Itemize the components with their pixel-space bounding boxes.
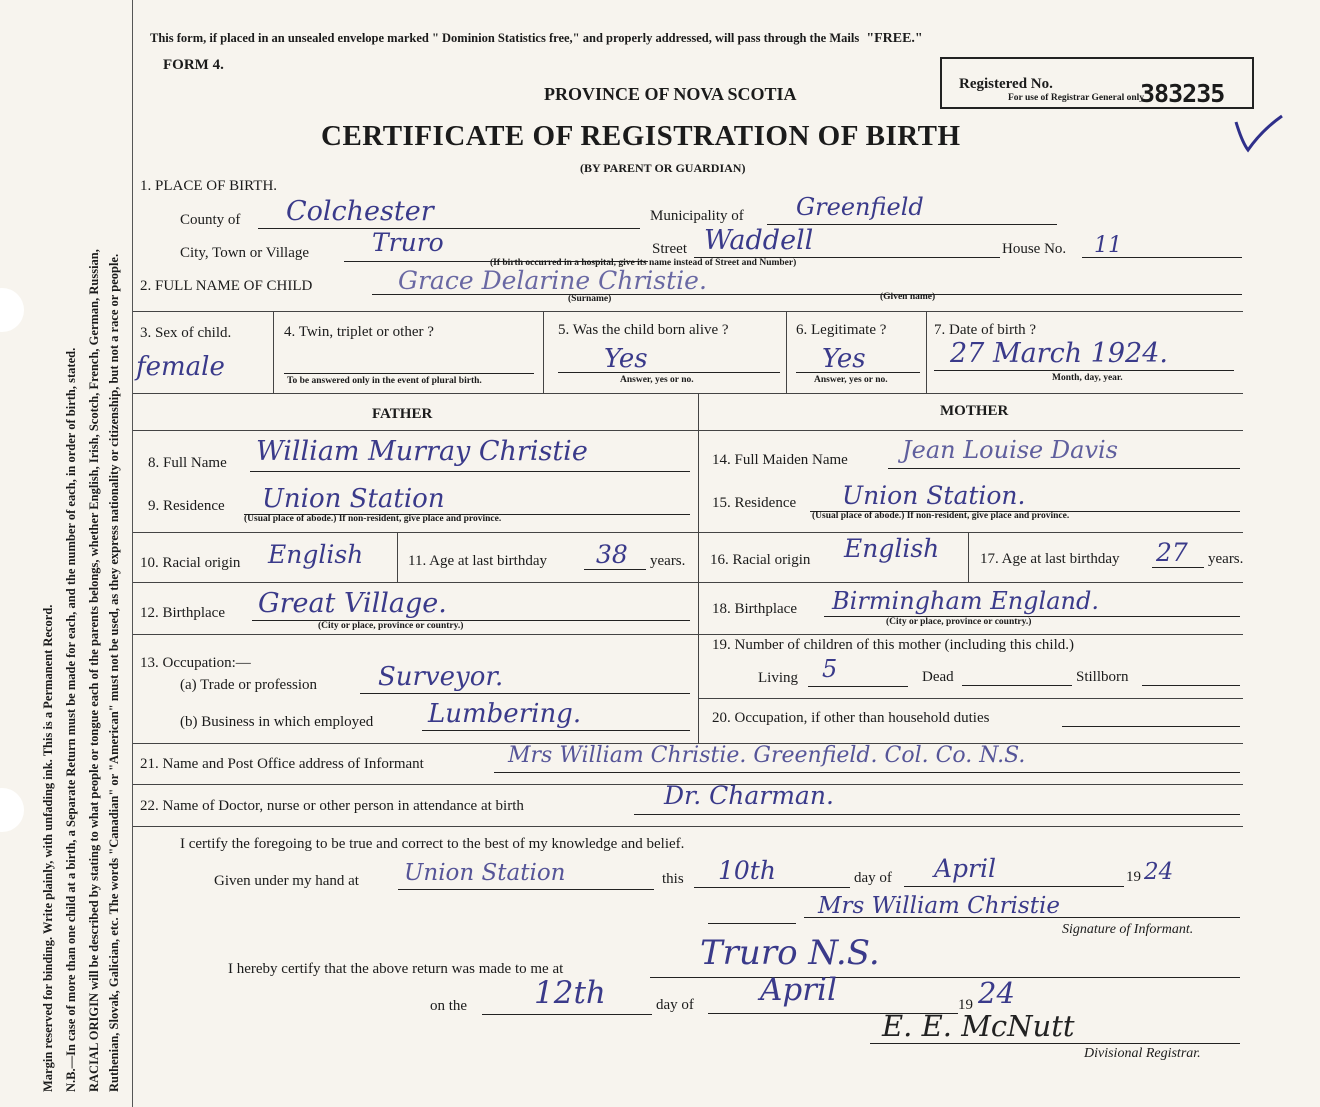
father-birthplace-label: 12. Birthplace	[140, 605, 225, 621]
father-heading: FATHER	[372, 406, 433, 422]
stillborn-underline	[1142, 685, 1240, 686]
mother-name-label: 14. Full Maiden Name	[712, 452, 848, 468]
mother-age-value: 27	[1156, 538, 1188, 567]
rule	[926, 311, 927, 393]
dob-label: 7. Date of birth ?	[934, 322, 1037, 338]
alive-value: Yes	[604, 344, 648, 374]
father-business-label: (b) Business in which employed	[180, 714, 374, 730]
margin-note-4: Ruthenian, Slovak, Galician, etc. The words "Canadian" or "American" must not be used, as they express nationality or citizenship, but not a race or people.	[107, 253, 121, 1092]
rule	[397, 532, 398, 582]
mother-residence-note: (Usual place of abode.) If non-resident, give place and province.	[812, 511, 1070, 521]
given-day-underline	[694, 887, 850, 888]
house-value: 11	[1094, 233, 1122, 258]
given-day-of-label: day of	[854, 870, 892, 886]
dob-note: Month, day, year.	[1052, 373, 1123, 383]
rule	[968, 532, 969, 582]
given-place-value: Union Station	[404, 860, 566, 886]
punch-hole	[0, 288, 24, 332]
rule	[133, 826, 1243, 827]
surname-note: (Surname)	[568, 294, 612, 304]
given-month-underline	[904, 886, 1124, 887]
this-label: this	[662, 871, 684, 887]
given-under-hand-label: Given under my hand at	[214, 873, 359, 889]
house-label: House No.	[1002, 241, 1067, 257]
legitimate-value: Yes	[822, 344, 866, 374]
mail-notice-text: This form, if placed in an unsealed envelope marked " Dominion Statistics free," and properly addressed, will pass through the Mails	[150, 31, 860, 45]
mother-racial-label: 16. Racial origin	[710, 552, 811, 568]
mother-occupation-label: 20. Occupation, if other than household duties	[712, 710, 990, 726]
margin-rule	[132, 0, 133, 1107]
city-value: Truro	[372, 228, 444, 257]
rule	[133, 430, 1243, 431]
registrar-day-value: 12th	[534, 975, 606, 1011]
father-residence-note: (Usual place of abode.) If non-resident, give place and province.	[244, 514, 502, 524]
rule	[133, 532, 1243, 533]
street-label: Street	[652, 241, 687, 257]
father-name-value: William Murray Christie	[256, 436, 588, 467]
check-mark-icon	[1228, 112, 1288, 158]
rule	[543, 311, 544, 393]
form-number: FORM 4.	[163, 57, 224, 73]
rule	[273, 311, 274, 393]
margin-note-2: N.B.—In case of more than one child at a birth, a Separate Return must be made for each, and the number of each, in order of birth, stated.	[64, 347, 78, 1092]
rule	[133, 393, 1243, 394]
certify-statement: I certify the foregoing to be true and correct to the best of my knowledge and belief.	[180, 836, 685, 852]
county-underline	[258, 228, 640, 229]
mother-age-label: 17. Age at last birthday	[980, 551, 1120, 567]
registrar-year-value: 24	[978, 976, 1015, 1010]
dob-underline	[934, 370, 1234, 371]
father-age-underline	[584, 569, 646, 570]
father-trade-label: (a) Trade or profession	[180, 677, 318, 693]
rule	[133, 311, 1243, 312]
mother-name-underline	[888, 468, 1240, 469]
informant-signature-label: Signature of Informant.	[1062, 922, 1194, 937]
alive-note: Answer, yes or no.	[620, 375, 694, 385]
twin-note: To be answered only in the event of plural birth.	[287, 376, 482, 386]
on-the-label: on the	[430, 998, 468, 1014]
dead-label: Dead	[922, 669, 954, 685]
stillborn-label: Stillborn	[1076, 669, 1129, 685]
given-day-value: 10th	[718, 856, 776, 885]
father-racial-label: 10. Racial origin	[140, 555, 241, 571]
informant-signature: Mrs William Christie	[818, 893, 1060, 919]
registrar-signature-label: Divisional Registrar.	[1084, 1046, 1201, 1061]
given-place-underline	[398, 889, 654, 890]
mother-racial-value: English	[844, 534, 940, 563]
informant-underline	[494, 772, 1240, 773]
dob-value: 27 March 1924.	[950, 338, 1168, 369]
legitimate-label: 6. Legitimate ?	[796, 322, 887, 338]
registrar-month-value: April	[760, 972, 837, 1008]
father-trade-underline	[360, 693, 690, 694]
registered-label: Registered No.	[959, 76, 1053, 92]
mother-name-value: Jean Louise Davis	[902, 436, 1118, 464]
given-year-value: 24	[1144, 859, 1174, 885]
doctor-label: 22. Name of Doctor, nurse or other person in attendance at birth	[140, 798, 524, 814]
registrar-year-prefix: 19	[958, 997, 973, 1013]
mother-birthplace-note: (City or place, province or country.)	[886, 617, 1032, 627]
registrar-signature-underline	[870, 1043, 1240, 1044]
city-label: City, Town or Village	[180, 245, 310, 261]
street-value: Waddell	[704, 225, 814, 256]
signature-underline-short	[708, 923, 796, 924]
rule	[786, 311, 787, 393]
punch-hole	[0, 788, 24, 832]
living-underline	[808, 686, 908, 687]
mother-residence-value: Union Station.	[842, 481, 1026, 510]
certificate-subtitle: (BY PARENT OR GUARDIAN)	[580, 161, 746, 175]
rule	[133, 582, 1243, 583]
county-label: County of	[180, 212, 241, 228]
father-age-label: 11. Age at last birthday	[408, 553, 547, 569]
parents-divider	[698, 393, 699, 743]
mail-notice	[150, 31, 923, 47]
child-name-label: 2. FULL NAME OF CHILD	[140, 278, 313, 294]
father-birthplace-value: Great Village.	[258, 588, 447, 619]
mother-occupation-underline	[1062, 726, 1240, 727]
registrar-day-of-label: day of	[656, 997, 694, 1013]
father-age-value: 38	[596, 540, 628, 569]
father-racial-value: English	[268, 540, 364, 569]
municipality-label: Municipality of	[650, 208, 744, 224]
father-residence-label: 9. Residence	[148, 498, 225, 514]
living-value: 5	[822, 655, 838, 683]
certificate-title: CERTIFICATE OF REGISTRATION OF BIRTH	[321, 120, 961, 152]
rule	[698, 698, 1243, 699]
informant-value: Mrs William Christie. Greenfield. Col. Co. N.S.	[508, 743, 1026, 768]
doctor-value: Dr. Charman.	[664, 781, 834, 810]
registrar-signature: E. E. McNutt	[882, 1009, 1075, 1043]
margin-note-1: Margin reserved for binding. Write plainly, with unfading ink. This is a Permanent Record.	[41, 604, 55, 1092]
father-residence-value: Union Station	[262, 484, 445, 514]
legitimate-note: Answer, yes or no.	[814, 375, 888, 385]
mother-residence-label: 15. Residence	[712, 495, 797, 511]
father-name-label: 8. Full Name	[148, 455, 227, 471]
twin-label: 4. Twin, triplet or other ?	[284, 324, 434, 340]
father-business-value: Lumbering.	[428, 699, 582, 729]
alive-underline	[558, 372, 780, 373]
twin-underline	[284, 373, 534, 374]
registrar-place-value: Truro N.S.	[700, 933, 880, 973]
child-name-value: Grace Delarine Christie.	[398, 266, 707, 295]
sex-label: 3. Sex of child.	[140, 325, 232, 341]
father-years: years.	[650, 553, 686, 569]
given-year-prefix: 19	[1126, 869, 1141, 885]
registrar-statement: I hereby certify that the above return was made to me at	[228, 961, 564, 977]
mother-age-underline	[1152, 567, 1204, 568]
informant-label: 21. Name and Post Office address of Informant	[140, 756, 424, 772]
doctor-underline	[634, 814, 1240, 815]
given-name-note: (Given name)	[880, 292, 936, 302]
municipality-value: Greenfield	[796, 193, 924, 221]
place-of-birth-heading: 1. PLACE OF BIRTH.	[140, 178, 278, 194]
father-occupation-label: 13. Occupation:—	[140, 655, 251, 671]
registrar-place-underline	[650, 977, 1240, 978]
dead-underline	[962, 685, 1072, 686]
margin-note-3: RACIAL ORIGIN will be described by stating to what people or tongue each of the parents belongs, whether English, Irish, Scotch, French, German, Russian,	[87, 249, 101, 1092]
given-month-value: April	[934, 854, 996, 883]
registrar-use-note: For use of Registrar General only	[1008, 93, 1145, 103]
registrar-day-underline	[482, 1014, 652, 1015]
registered-number-box	[940, 57, 1254, 109]
county-value: Colchester	[286, 196, 434, 227]
father-trade-value: Surveyor.	[378, 662, 504, 692]
mother-years: years.	[1208, 551, 1244, 567]
province-heading: PROVINCE OF NOVA SCOTIA	[544, 84, 797, 104]
mail-free: "FREE."	[866, 31, 923, 46]
mother-children-label: 19. Number of children of this mother (including this child.)	[712, 637, 1075, 653]
registered-number: 383235	[1140, 79, 1225, 108]
mother-birthplace-label: 18. Birthplace	[712, 601, 797, 617]
mother-heading: MOTHER	[940, 403, 1009, 419]
father-business-underline	[422, 730, 690, 731]
mother-birthplace-value: Birmingham England.	[832, 587, 1099, 615]
father-birthplace-note: (City or place, province or country.)	[318, 621, 464, 631]
alive-label: 5. Was the child born alive ?	[558, 322, 729, 338]
hospital-note: (If birth occurred in a hospital, give its name instead of Street and Number)	[490, 258, 797, 268]
sex-value: female	[136, 352, 225, 382]
father-name-underline	[250, 471, 690, 472]
rule	[133, 634, 1243, 635]
living-label: Living	[758, 670, 798, 686]
